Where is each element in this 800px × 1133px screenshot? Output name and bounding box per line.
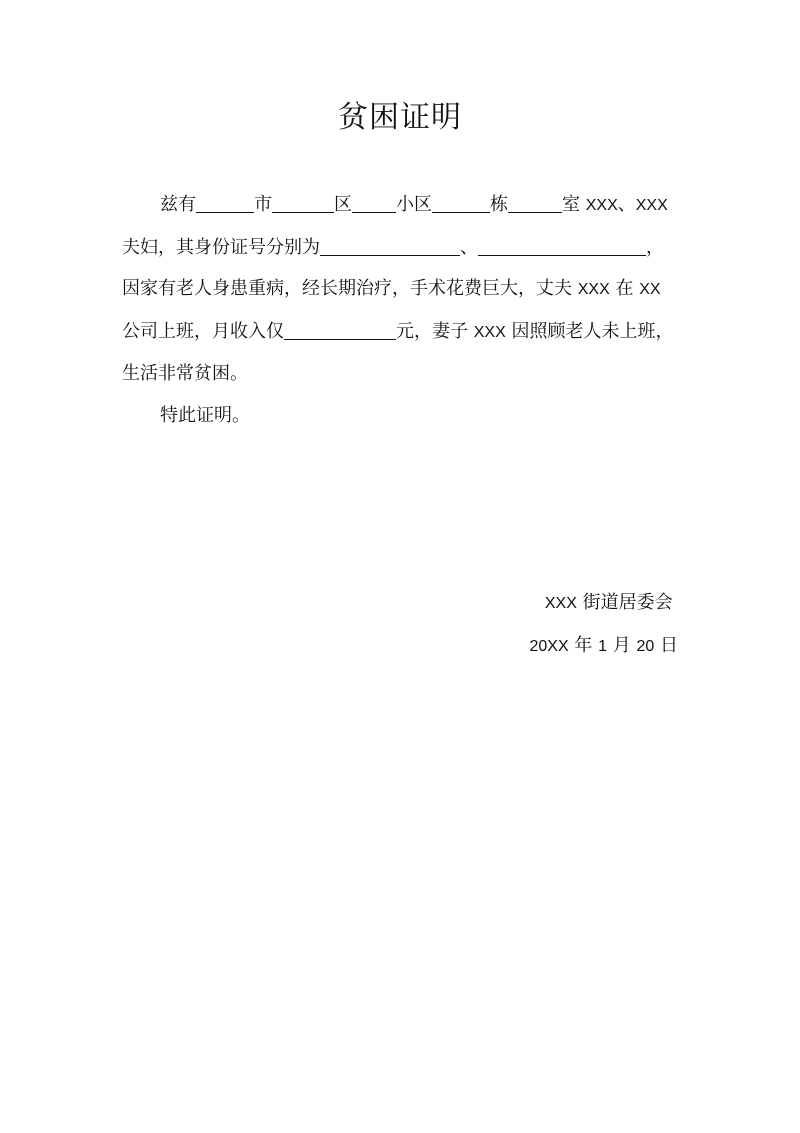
blank-id-number-1 [320, 237, 460, 256]
org-suffix: 街道居委会 [582, 592, 673, 613]
text-shi: 市 [254, 194, 272, 215]
body-line-3 [122, 268, 682, 311]
text-qu: 区 [334, 194, 352, 215]
text-zi-you: 兹有 [160, 194, 196, 215]
text-line3-a: 因家有老人身患重病，经长期治疗，手术花费巨大，丈夫 [122, 278, 572, 299]
blank-income [284, 321, 396, 340]
text-company: XX [639, 281, 661, 298]
blank-district [272, 194, 334, 213]
body-line-1 [122, 184, 682, 227]
date-nian: 年 [574, 634, 593, 656]
paragraph-main [122, 184, 682, 395]
date-year: 20XX [529, 637, 569, 655]
text-line2-sep: 、 [460, 236, 478, 258]
paragraph-closing [122, 395, 682, 437]
text-name-2: XXX [635, 197, 668, 214]
signature-date [529, 625, 678, 668]
document-title: 贫困证明 [338, 100, 462, 135]
date-yue: 月 [612, 634, 631, 656]
text-line4-a: 公司上班，月收入仅 [122, 320, 284, 342]
date-day: 20 [636, 637, 655, 655]
text-line3-zai: 在 [615, 278, 634, 299]
document-body [122, 184, 682, 436]
text-husband-name: XXX [577, 281, 610, 298]
text-dun: 、 [617, 194, 636, 215]
text-line2-a: 夫妇，其身份证号分别为 [122, 236, 320, 258]
text-shi-room: 室 [562, 194, 580, 215]
date-ri: 日 [660, 634, 678, 656]
blank-id-number-2 [478, 237, 646, 256]
text-line2-end: ， [646, 236, 664, 258]
date-month: 1 [598, 637, 607, 655]
text-line4-b: 因照顾老人未上班， [511, 320, 674, 342]
text-dong: 栋 [490, 194, 508, 215]
text-wife-name: XXX [473, 323, 506, 341]
closing-line: 特此证明。 [160, 404, 250, 426]
signature-organization [529, 582, 678, 625]
signature-block [529, 582, 678, 667]
org-prefix: XXX [544, 595, 577, 612]
text-line4-yuan: 元，妻子 [396, 320, 468, 342]
body-line-2 [122, 227, 682, 269]
blank-room [508, 194, 562, 213]
blank-building [432, 194, 490, 213]
body-line-4 [122, 311, 682, 354]
text-xiaoqu: 小区 [396, 194, 432, 215]
body-line-5: 生活非常贫困。 [122, 363, 248, 384]
text-name-1: XXX [585, 197, 618, 214]
blank-community [352, 194, 396, 213]
blank-city [196, 194, 254, 213]
